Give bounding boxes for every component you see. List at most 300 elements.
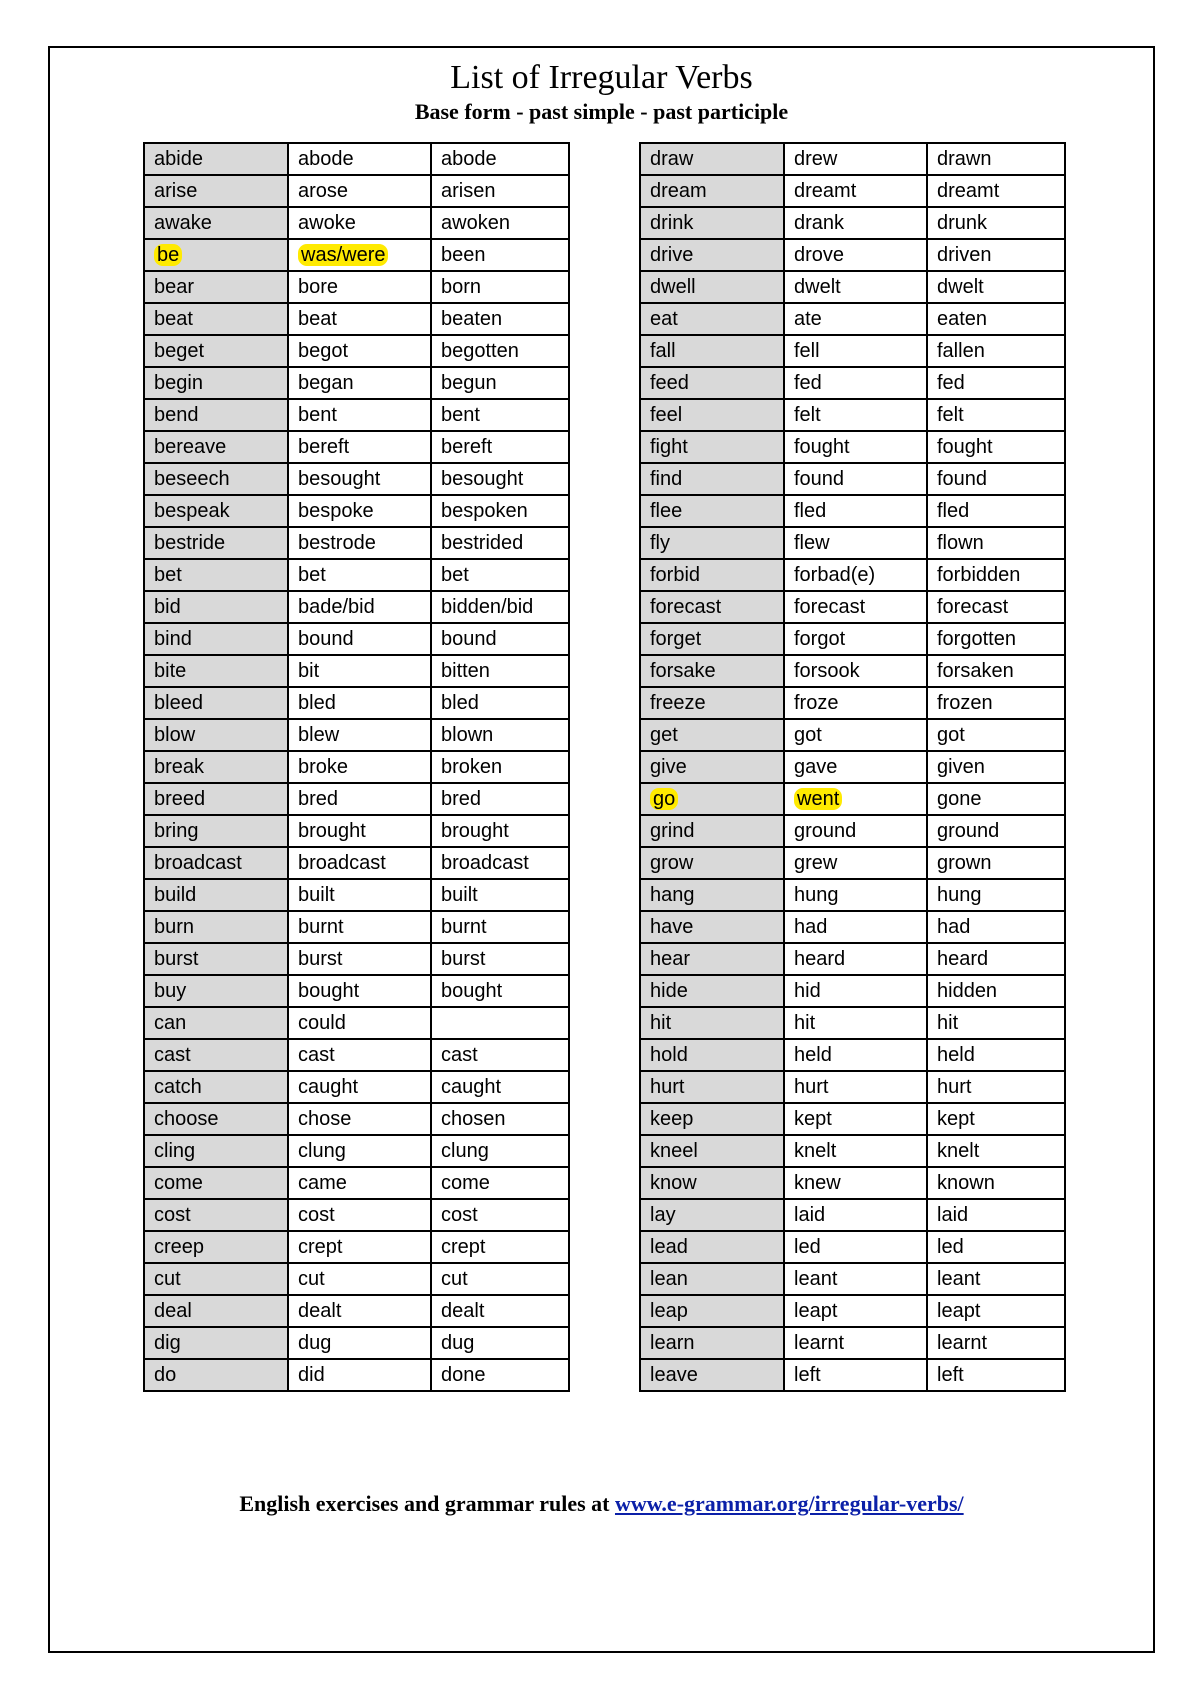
past-simple-cell — [288, 303, 431, 335]
verb-row — [640, 527, 1065, 559]
verb-row — [144, 655, 569, 687]
verb-text: hidden — [937, 980, 998, 1002]
verb-text: burst — [298, 948, 343, 970]
base-form-cell — [640, 495, 784, 527]
verb-text: freeze — [650, 692, 706, 714]
past-simple-cell — [288, 399, 431, 431]
base-form-cell — [144, 271, 288, 303]
verb-row — [640, 239, 1065, 271]
verb-text: leave — [650, 1364, 698, 1386]
base-form-cell — [144, 1231, 288, 1263]
base-form-cell — [640, 1231, 784, 1263]
verb-text: cost — [298, 1204, 335, 1226]
base-form-cell — [144, 559, 288, 591]
verb-row — [640, 655, 1065, 687]
past-simple-cell — [288, 1231, 431, 1263]
highlighted-verb-text: was/were — [298, 244, 388, 266]
verb-row — [144, 1263, 569, 1295]
verb-text: bent — [441, 404, 480, 426]
verb-text: begin — [154, 372, 203, 394]
verb-text: begot — [298, 340, 349, 362]
verb-text: dreamt — [937, 180, 1000, 202]
verb-text: awake — [154, 212, 212, 234]
verb-row — [640, 335, 1065, 367]
past-participle-cell — [431, 335, 569, 367]
verb-text: crept — [441, 1236, 486, 1258]
verb-text: left — [794, 1364, 821, 1386]
past-participle-cell — [927, 1359, 1065, 1391]
verb-text: hear — [650, 948, 691, 970]
footer-link[interactable]: www.e-grammar.org/irregular-verbs/ — [614, 1491, 964, 1516]
verb-text: built — [298, 884, 335, 906]
verb-row — [640, 495, 1065, 527]
verb-row — [144, 687, 569, 719]
past-simple-cell — [288, 719, 431, 751]
verb-row — [640, 751, 1065, 783]
past-simple-cell — [784, 911, 927, 943]
past-simple-cell — [288, 1103, 431, 1135]
verb-row — [640, 783, 1065, 815]
base-form-cell — [640, 751, 784, 783]
past-participle-cell — [927, 879, 1065, 911]
base-form-cell — [640, 207, 784, 239]
past-simple-cell — [784, 783, 927, 815]
verb-text: brought — [298, 820, 366, 842]
verb-text: dug — [441, 1332, 475, 1354]
verb-text: forbid — [650, 564, 701, 586]
past-participle-cell — [927, 1007, 1065, 1039]
verb-row — [640, 591, 1065, 623]
past-simple-cell — [784, 1295, 927, 1327]
past-simple-cell — [288, 1359, 431, 1391]
verb-row — [640, 1103, 1065, 1135]
verb-row — [640, 1359, 1065, 1391]
past-participle-cell — [927, 1263, 1065, 1295]
verb-text: fed — [794, 372, 822, 394]
base-form-cell — [144, 175, 288, 207]
verb-text: bred — [441, 788, 482, 810]
verb-row — [640, 207, 1065, 239]
verb-text: ate — [794, 308, 822, 330]
past-participle-cell — [431, 239, 569, 271]
past-simple-cell — [288, 559, 431, 591]
verb-text: leapt — [937, 1300, 981, 1322]
verb-text: give — [650, 756, 687, 778]
verb-text: led — [794, 1236, 821, 1258]
verb-row — [144, 1039, 569, 1071]
verb-row — [144, 943, 569, 975]
verb-text: blew — [298, 724, 340, 746]
verb-row — [144, 1071, 569, 1103]
past-simple-cell — [288, 239, 431, 271]
verb-text: bit — [298, 660, 320, 682]
verb-text: felt — [794, 404, 821, 426]
past-simple-cell — [784, 495, 927, 527]
past-simple-cell — [288, 207, 431, 239]
verb-text: hurt — [794, 1076, 829, 1098]
past-participle-cell — [927, 975, 1065, 1007]
verb-text: eat — [650, 308, 678, 330]
verb-text: brought — [441, 820, 509, 842]
verb-text: learn — [650, 1332, 695, 1354]
verb-row — [640, 1135, 1065, 1167]
verb-text: chosen — [441, 1108, 506, 1130]
verb-text: had — [937, 916, 971, 938]
past-participle-cell — [431, 1039, 569, 1071]
past-simple-cell — [288, 687, 431, 719]
highlighted-verb-text: go — [650, 788, 678, 810]
base-form-cell — [640, 591, 784, 623]
base-form-cell — [144, 1263, 288, 1295]
verb-text: cast — [298, 1044, 335, 1066]
verb-text: leant — [794, 1268, 838, 1290]
past-participle-cell — [431, 655, 569, 687]
verb-row — [144, 143, 569, 175]
verb-text: arise — [154, 180, 198, 202]
base-form-cell — [640, 847, 784, 879]
past-participle-cell — [431, 623, 569, 655]
past-simple-cell — [784, 527, 927, 559]
past-participle-cell — [431, 783, 569, 815]
base-form-cell — [144, 1199, 288, 1231]
past-simple-cell — [784, 943, 927, 975]
verb-text: broadcast — [441, 852, 529, 874]
verb-text: bespoken — [441, 500, 528, 522]
verb-text: forsook — [794, 660, 860, 682]
highlighted-verb-text: be — [154, 244, 182, 266]
past-simple-cell — [784, 623, 927, 655]
verb-text: dwelt — [937, 276, 984, 298]
past-simple-cell — [288, 943, 431, 975]
verb-text: abode — [298, 148, 354, 170]
base-form-cell — [144, 719, 288, 751]
verb-text: hid — [794, 980, 821, 1002]
document-page — [48, 46, 1155, 1653]
base-form-cell — [640, 1071, 784, 1103]
verb-row — [144, 623, 569, 655]
base-form-cell — [144, 1135, 288, 1167]
past-simple-cell — [784, 847, 927, 879]
verb-text: held — [794, 1044, 832, 1066]
base-form-cell — [640, 367, 784, 399]
past-simple-cell — [784, 1007, 927, 1039]
base-form-cell — [640, 1103, 784, 1135]
verb-row — [640, 1039, 1065, 1071]
verb-text: gave — [794, 756, 838, 778]
verb-text: begotten — [441, 340, 519, 362]
verb-row — [144, 719, 569, 751]
verb-text: bound — [441, 628, 497, 650]
verb-text: fight — [650, 436, 688, 458]
verb-text: leap — [650, 1300, 688, 1322]
verb-text: dwelt — [794, 276, 841, 298]
verb-row — [144, 911, 569, 943]
verb-row — [144, 463, 569, 495]
verb-text: driven — [937, 244, 992, 266]
verb-text: bereave — [154, 436, 227, 458]
past-simple-cell — [784, 719, 927, 751]
verb-text: forsaken — [937, 660, 1014, 682]
past-simple-cell — [288, 1263, 431, 1295]
page-title: List of Irregular Verbs — [450, 59, 753, 96]
past-simple-cell — [288, 655, 431, 687]
base-form-cell — [144, 399, 288, 431]
verb-text: bestrided — [441, 532, 524, 554]
verb-text: fly — [650, 532, 670, 554]
past-simple-cell — [288, 751, 431, 783]
base-form-cell — [640, 1007, 784, 1039]
past-participle-cell — [431, 591, 569, 623]
past-participle-cell — [927, 303, 1065, 335]
verb-text: bade/bid — [298, 596, 375, 618]
verb-text: lead — [650, 1236, 688, 1258]
verb-text: forsake — [650, 660, 716, 682]
verb-text: find — [650, 468, 683, 490]
past-simple-cell — [784, 271, 927, 303]
verb-text: drank — [794, 212, 845, 234]
past-participle-cell — [927, 399, 1065, 431]
verb-text: grown — [937, 852, 992, 874]
base-form-cell — [640, 1263, 784, 1295]
verb-text: besought — [441, 468, 524, 490]
footer — [50, 1491, 1153, 1517]
verb-text: beseech — [154, 468, 230, 490]
base-form-cell — [640, 783, 784, 815]
verb-text: burnt — [298, 916, 344, 938]
base-form-cell — [144, 1039, 288, 1071]
past-participle-cell — [431, 207, 569, 239]
past-participle-cell — [431, 1231, 569, 1263]
verb-text: fallen — [937, 340, 985, 362]
base-form-cell — [144, 1359, 288, 1391]
verb-text: known — [937, 1172, 995, 1194]
verb-text: ground — [794, 820, 857, 842]
verb-text: kneel — [650, 1140, 698, 1162]
verb-text: bitten — [441, 660, 490, 682]
base-form-cell — [640, 943, 784, 975]
past-participle-cell — [431, 1327, 569, 1359]
verb-text: abide — [154, 148, 203, 170]
verb-text: bled — [298, 692, 336, 714]
verb-text: bespeak — [154, 500, 230, 522]
verb-row — [144, 1359, 569, 1391]
verb-row — [640, 463, 1065, 495]
verb-text: cut — [441, 1268, 468, 1290]
verb-text: broken — [441, 756, 503, 778]
verb-text: bet — [298, 564, 326, 586]
verb-row — [144, 431, 569, 463]
verb-text: caught — [441, 1076, 502, 1098]
past-simple-cell — [288, 1295, 431, 1327]
past-simple-cell — [784, 1071, 927, 1103]
past-participle-cell — [927, 1071, 1065, 1103]
verb-row — [144, 367, 569, 399]
past-participle-cell — [927, 367, 1065, 399]
verb-text: crept — [298, 1236, 343, 1258]
past-simple-cell — [784, 975, 927, 1007]
verb-text: chose — [298, 1108, 352, 1130]
verb-text: forecast — [650, 596, 722, 618]
verb-text: hit — [650, 1012, 672, 1034]
verb-row — [640, 687, 1065, 719]
verb-text: get — [650, 724, 678, 746]
verb-text: grind — [650, 820, 695, 842]
past-participle-cell — [927, 783, 1065, 815]
past-participle-cell — [431, 975, 569, 1007]
past-simple-cell — [784, 1039, 927, 1071]
base-form-cell — [144, 367, 288, 399]
base-form-cell — [640, 1167, 784, 1199]
verb-text: forbad(e) — [794, 564, 876, 586]
verb-text: arose — [298, 180, 349, 202]
past-simple-cell — [784, 751, 927, 783]
verb-text: dug — [298, 1332, 332, 1354]
verb-text: cast — [154, 1044, 191, 1066]
verb-text: bid — [154, 596, 181, 618]
base-form-cell — [144, 655, 288, 687]
past-participle-cell — [431, 1359, 569, 1391]
verb-text: bestrode — [298, 532, 376, 554]
verb-row — [144, 783, 569, 815]
verb-text: beat — [298, 308, 337, 330]
past-simple-cell — [784, 399, 927, 431]
verb-row — [640, 1071, 1065, 1103]
verb-text: bestride — [154, 532, 226, 554]
verb-text: choose — [154, 1108, 219, 1130]
past-participle-cell — [927, 1167, 1065, 1199]
verb-text: cut — [154, 1268, 181, 1290]
verb-row — [144, 1327, 569, 1359]
verb-text: found — [794, 468, 845, 490]
verb-text: know — [650, 1172, 697, 1194]
verb-table-left — [143, 142, 570, 1392]
verb-text: blow — [154, 724, 196, 746]
past-participle-cell — [927, 1327, 1065, 1359]
past-simple-cell — [784, 1135, 927, 1167]
past-participle-cell — [927, 239, 1065, 271]
verb-text: bled — [441, 692, 479, 714]
verb-row — [640, 271, 1065, 303]
verb-row — [640, 1199, 1065, 1231]
verb-row — [144, 591, 569, 623]
past-simple-cell — [288, 623, 431, 655]
base-form-cell — [640, 463, 784, 495]
verb-text: forecast — [794, 596, 866, 618]
verb-text: bent — [298, 404, 337, 426]
past-simple-cell — [288, 1135, 431, 1167]
past-simple-cell — [784, 431, 927, 463]
verb-row — [144, 879, 569, 911]
past-simple-cell — [784, 239, 927, 271]
verb-text: flew — [794, 532, 830, 554]
past-participle-cell — [927, 847, 1065, 879]
past-simple-cell — [288, 143, 431, 175]
past-simple-cell — [784, 687, 927, 719]
base-form-cell — [640, 1327, 784, 1359]
past-participle-cell — [431, 271, 569, 303]
verb-row — [640, 1007, 1065, 1039]
verb-text: begun — [441, 372, 497, 394]
verb-text: forbidden — [937, 564, 1021, 586]
verb-text: hide — [650, 980, 688, 1002]
verb-text: cast — [441, 1044, 478, 1066]
base-form-cell — [144, 1007, 288, 1039]
past-participle-cell — [927, 1199, 1065, 1231]
past-participle-cell — [927, 527, 1065, 559]
verb-text: came — [298, 1172, 347, 1194]
base-form-cell — [144, 1103, 288, 1135]
past-participle-cell — [927, 591, 1065, 623]
past-simple-cell — [288, 431, 431, 463]
verb-row — [640, 431, 1065, 463]
verb-text: lean — [650, 1268, 688, 1290]
base-form-cell — [144, 1327, 288, 1359]
base-form-cell — [640, 879, 784, 911]
verb-text: given — [937, 756, 985, 778]
verb-row — [640, 911, 1065, 943]
past-participle-cell — [431, 1071, 569, 1103]
base-form-cell — [144, 1167, 288, 1199]
base-form-cell — [640, 1039, 784, 1071]
past-participle-cell — [927, 655, 1065, 687]
base-form-cell — [144, 783, 288, 815]
past-participle-cell — [927, 559, 1065, 591]
base-form-cell — [144, 1295, 288, 1327]
verb-text: held — [937, 1044, 975, 1066]
verb-text: have — [650, 916, 694, 938]
verb-text: come — [154, 1172, 203, 1194]
verb-text: built — [441, 884, 478, 906]
verb-text: creep — [154, 1236, 205, 1258]
past-participle-cell — [431, 1199, 569, 1231]
past-simple-cell — [288, 911, 431, 943]
verb-text: burst — [441, 948, 486, 970]
past-simple-cell — [288, 1039, 431, 1071]
past-simple-cell — [288, 879, 431, 911]
verb-text: arisen — [441, 180, 496, 202]
past-simple-cell — [784, 1263, 927, 1295]
verb-row — [640, 1263, 1065, 1295]
base-form-cell — [640, 527, 784, 559]
base-form-cell — [640, 335, 784, 367]
verb-text: grow — [650, 852, 694, 874]
verb-text: come — [441, 1172, 490, 1194]
past-simple-cell — [288, 271, 431, 303]
past-simple-cell — [784, 1167, 927, 1199]
past-participle-cell — [927, 1039, 1065, 1071]
verb-text: forget — [650, 628, 702, 650]
verb-text: bet — [441, 564, 469, 586]
verb-row — [640, 943, 1065, 975]
verb-row — [640, 847, 1065, 879]
base-form-cell — [640, 239, 784, 271]
past-participle-cell — [927, 271, 1065, 303]
past-participle-cell — [431, 751, 569, 783]
past-simple-cell — [784, 335, 927, 367]
verb-text: knelt — [937, 1140, 980, 1162]
base-form-cell — [640, 431, 784, 463]
verb-text: hung — [937, 884, 982, 906]
verb-text: awoken — [441, 212, 510, 234]
past-participle-cell — [927, 431, 1065, 463]
past-simple-cell — [288, 463, 431, 495]
verb-row — [144, 527, 569, 559]
past-simple-cell — [784, 559, 927, 591]
verb-text: left — [937, 1364, 964, 1386]
verb-text: bite — [154, 660, 187, 682]
verb-text: cling — [154, 1140, 196, 1162]
verb-row — [640, 719, 1065, 751]
